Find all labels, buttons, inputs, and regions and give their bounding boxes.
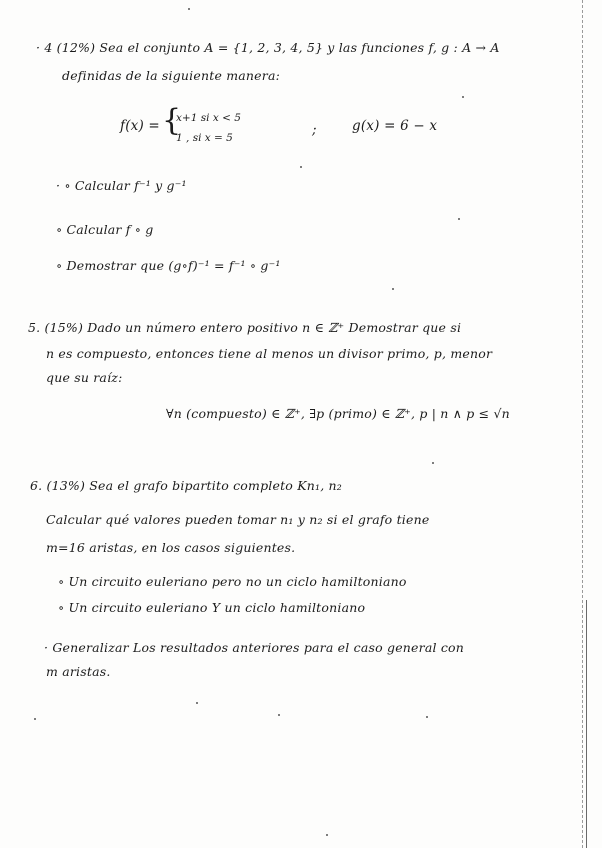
problem-6-line-1: 6. (13%) Sea el grafo bipartito completo Kn₁, n₂ bbox=[30, 478, 342, 493]
problem-5-line-1: 5. (15%) Dado un número entero positivo n ∈ ℤ⁺ Demostrar que si bbox=[28, 320, 462, 335]
problem-5-line-2: n es compuesto, entonces tiene al menos un divisor primo, p, menor bbox=[46, 346, 493, 361]
scan-speck bbox=[426, 716, 428, 718]
scan-speck bbox=[458, 218, 460, 220]
problem-4-item-2: ∘ Calcular f ∘ g bbox=[56, 222, 154, 237]
scan-speck bbox=[196, 702, 198, 704]
piecewise-brace: { bbox=[162, 103, 182, 138]
problem-4-line-1: · 4 (12%) Sea el conjunto A = {1, 2, 3, 4, 5} y las funciones f, g : A → A bbox=[36, 40, 500, 55]
problem-4-item-3: ∘ Demostrar que (g∘f)⁻¹ = f⁻¹ ∘ g⁻¹ bbox=[56, 258, 281, 273]
scan-speck bbox=[432, 462, 434, 464]
problem-6-item-1: ∘ Un circuito euleriano pero no un ciclo hamiltoniano bbox=[58, 574, 407, 589]
margin-rule-bottom bbox=[586, 600, 587, 848]
f-case-1: x+1 si x < 5 bbox=[176, 112, 241, 124]
problem-5-line-3: que su raíz: bbox=[46, 370, 123, 385]
problem-6-item-2: ∘ Un circuito euleriano Y un ciclo hamiltoniano bbox=[58, 600, 366, 615]
scan-speck bbox=[326, 834, 328, 836]
problem-6-line-5: m aristas. bbox=[46, 664, 111, 679]
scan-speck bbox=[300, 166, 302, 168]
separator: ; bbox=[312, 122, 317, 138]
f-definition-lhs: f(x) = bbox=[120, 118, 160, 134]
scan-speck bbox=[392, 288, 394, 290]
problem-4-line-2: definidas de la siguiente manera: bbox=[62, 68, 281, 83]
g-definition: g(x) = 6 − x bbox=[352, 118, 438, 134]
scan-speck bbox=[278, 714, 280, 716]
margin-rule bbox=[582, 0, 583, 848]
scan-speck bbox=[34, 718, 36, 720]
problem-5-statement: ∀n (compuesto) ∈ ℤ⁺, ∃p (primo) ∈ ℤ⁺, p | n ∧ p ≤ √n bbox=[166, 406, 510, 421]
scan-speck bbox=[462, 96, 464, 98]
scan-speck bbox=[188, 8, 190, 10]
f-case-2: 1 , si x = 5 bbox=[176, 132, 233, 144]
problem-4-item-1: · ∘ Calcular f⁻¹ y g⁻¹ bbox=[56, 178, 187, 193]
problem-6-line-3: m=16 aristas, en los casos siguientes. bbox=[46, 540, 296, 555]
problem-6-line-4: · Generalizar Los resultados anteriores para el caso general con bbox=[44, 640, 465, 655]
problem-6-line-2: Calcular qué valores pueden tomar n₁ y n₂ si el grafo tiene bbox=[46, 512, 430, 527]
